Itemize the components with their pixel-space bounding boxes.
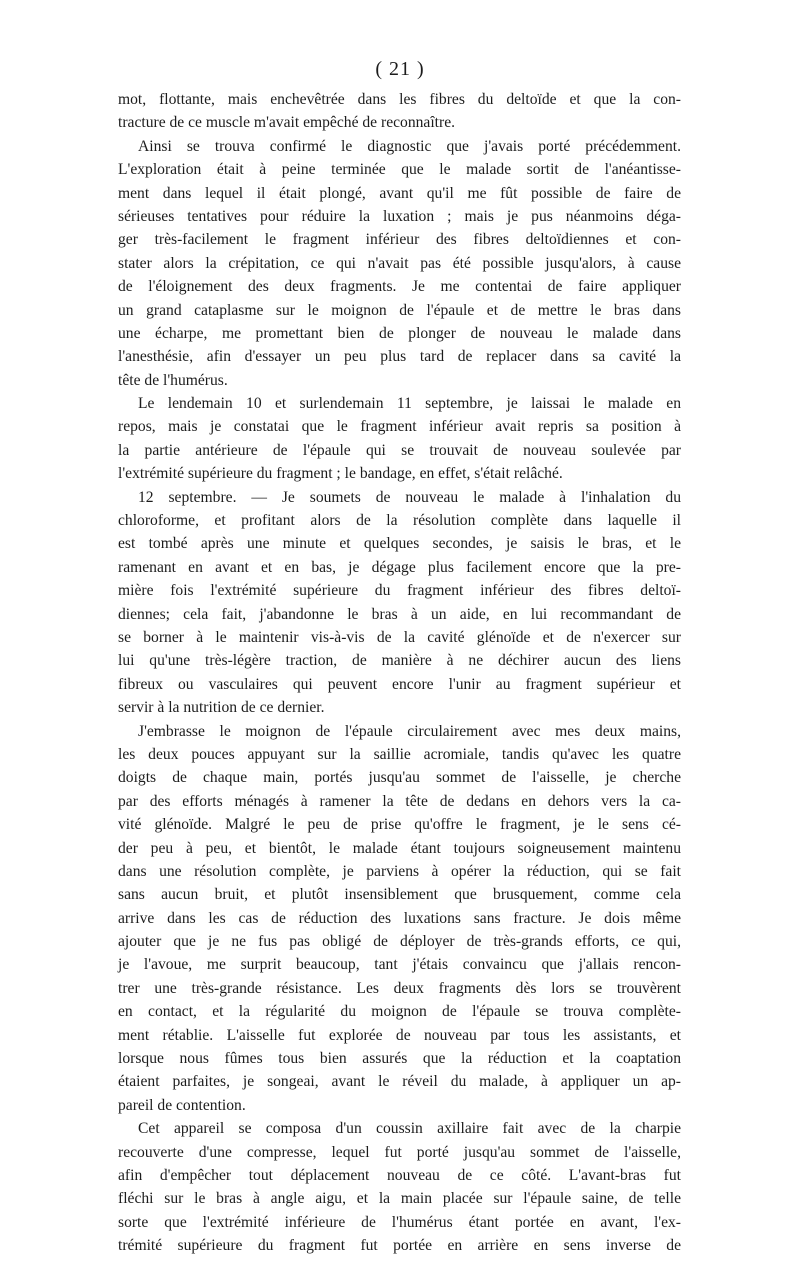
text-line: étaient parfaites, je songeai, avant le réveil du malade, à appliquer un ap- bbox=[118, 1073, 681, 1091]
text-line: sorte que l'extrémité inférieure de l'humérus étant portée en avant, l'ex- bbox=[118, 1213, 681, 1231]
text-line: chloroforme, et profitant alors de la résolution complète dans laquelle il bbox=[118, 512, 681, 530]
text-line: se borner à le maintenir vis-à-vis de la cavité glénoïde et de n'exercer sur bbox=[118, 628, 681, 646]
text-line: fléchi sur le bras à angle aigu, et la main placée sur l'épaule saine, de telle bbox=[118, 1190, 681, 1208]
text-line: les deux pouces appuyant sur la saillie acromiale, tandis qu'avec les quatre bbox=[118, 745, 681, 763]
text-line: dans une résolution complète, je parviens à opérer la réduction, qui se fait bbox=[118, 862, 681, 880]
text-line: l'anesthésie, afin d'essayer un peu plus tard de replacer dans sa cavité la bbox=[118, 348, 681, 366]
text-line: un grand cataplasme sur le moignon de l'épaule et de mettre le bras dans bbox=[118, 301, 681, 319]
text-line: par des efforts ménagés à ramener la tête de dedans en dehors vers la ca- bbox=[118, 792, 681, 810]
text-line: arrive dans les cas de réduction des luxations sans fracture. Je dois même bbox=[118, 909, 681, 927]
text-line: trer une très-grande résistance. Les deux fragments dès lors se trouvèrent bbox=[118, 979, 681, 997]
text-line: J'embrasse le moignon de l'épaule circulairement avec mes deux mains, bbox=[138, 722, 681, 740]
text-line: ger très-facilement le fragment inférieur des fibres deltoïdiennes et con- bbox=[118, 231, 681, 249]
text-line: trémité supérieure du fragment fut portée en arrière en sens inverse de bbox=[118, 1237, 681, 1255]
text-line: une écharpe, me promettant bien de plonger de nouveau le malade dans bbox=[118, 324, 681, 342]
text-line: la partie antérieure de l'épaule qui se trouvait de nouveau soulevée par bbox=[118, 441, 681, 459]
text-line: mière fois l'extrémité supérieure du fragment inférieur des fibres deltoï- bbox=[118, 582, 681, 600]
text-line: sérieuses tentatives pour réduire la luxation ; mais je pus néanmoins déga- bbox=[118, 207, 681, 225]
text-line: afin d'empêcher tout déplacement nouveau de ce côté. L'avant-bras fut bbox=[118, 1166, 681, 1184]
text-line: L'exploration était à peine terminée que le malade sortit de l'anéantisse- bbox=[118, 161, 681, 179]
text-line: Ainsi se trouva confirmé le diagnostic que j'avais porté précédemment. bbox=[138, 137, 681, 155]
text-line: fibreux ou vasculaires qui peuvent encore l'unir au fragment supérieur et bbox=[118, 675, 681, 693]
text-line: stater alors la crépitation, ce qui n'avait pas été possible jusqu'alors, à cause bbox=[118, 254, 681, 272]
text-line: mot, flottante, mais enchevêtrée dans les fibres du deltoïde et que la con- bbox=[118, 91, 681, 108]
text-line: der peu à peu, et bientôt, le malade étant toujours soigneusement maintenu bbox=[118, 839, 681, 857]
text-line: servir à la nutrition de ce dernier. bbox=[118, 699, 325, 717]
text-line: sans aucun bruit, et plutôt insensiblement que brusquement, comme cela bbox=[118, 886, 681, 904]
text-line: repos, mais je constatai que le fragment inférieur avait repris sa position à bbox=[118, 418, 681, 436]
text-line: Cet appareil se composa d'un coussin axillaire fait avec de la charpie bbox=[138, 1120, 681, 1138]
text-line: Le lendemain 10 et surlendemain 11 septembre, je laissai le malade en bbox=[138, 395, 681, 413]
text-line: ment dans lequel il était plongé, avant qu'il me fût possible de faire de bbox=[118, 184, 681, 202]
text-line: 12 septembre. — Je soumets de nouveau le malade à l'inhalation du bbox=[138, 488, 681, 506]
text-line: ramenant en avant et en bas, je dégage plus facilement encore que la pre- bbox=[118, 558, 681, 576]
text-line: je l'avoue, me surprit beaucoup, tant j'étais convaincu que j'allais rencon- bbox=[118, 956, 681, 974]
text-line: lui qu'une très-légère traction, de manière à ne déchirer aucun des liens bbox=[118, 652, 681, 670]
text-line: ajouter que je ne fus pas obligé de déployer de très-grands efforts, ce qui, bbox=[118, 933, 681, 951]
text-line: doigts de chaque main, portés jusqu'au sommet de l'aisselle, je cherche bbox=[118, 769, 681, 787]
text-line: diennes; cela fait, j'abandonne le bras à un aide, en lui recommandant de bbox=[118, 605, 681, 623]
page-number: ( 21 ) bbox=[375, 58, 425, 80]
text-line: est tombé après une minute et quelques secondes, je saisis le bras, et le bbox=[118, 535, 681, 553]
text-line: recouverte d'une compresse, lequel fut porté jusqu'au sommet de l'aisselle, bbox=[118, 1143, 681, 1161]
text-line: en contact, et la régularité du moignon de l'épaule se trouva complète- bbox=[118, 1003, 681, 1021]
text-line: tracture de ce muscle m'avait empêché de reconnaître. bbox=[118, 114, 456, 132]
text-line: de l'éloignement des deux fragments. Je me contentai de faire appliquer bbox=[118, 278, 681, 296]
text-line: tête de l'humérus. bbox=[118, 371, 228, 389]
text-line: lorsque nous fûmes tous bien assurés que la réduction et la coaptation bbox=[118, 1050, 681, 1068]
body-text bbox=[118, 88, 681, 1258]
text-line: ment rétablie. L'aisselle fut explorée de nouveau par tous les assistants, et bbox=[118, 1026, 681, 1044]
text-line: l'extrémité supérieure du fragment ; le bandage, en effet, s'était relâché. bbox=[118, 465, 563, 483]
text-line: pareil de contention. bbox=[118, 1096, 246, 1114]
text-line: vité glénoïde. Malgré le peu de prise qu'offre le fragment, je le sens cé- bbox=[118, 816, 681, 834]
